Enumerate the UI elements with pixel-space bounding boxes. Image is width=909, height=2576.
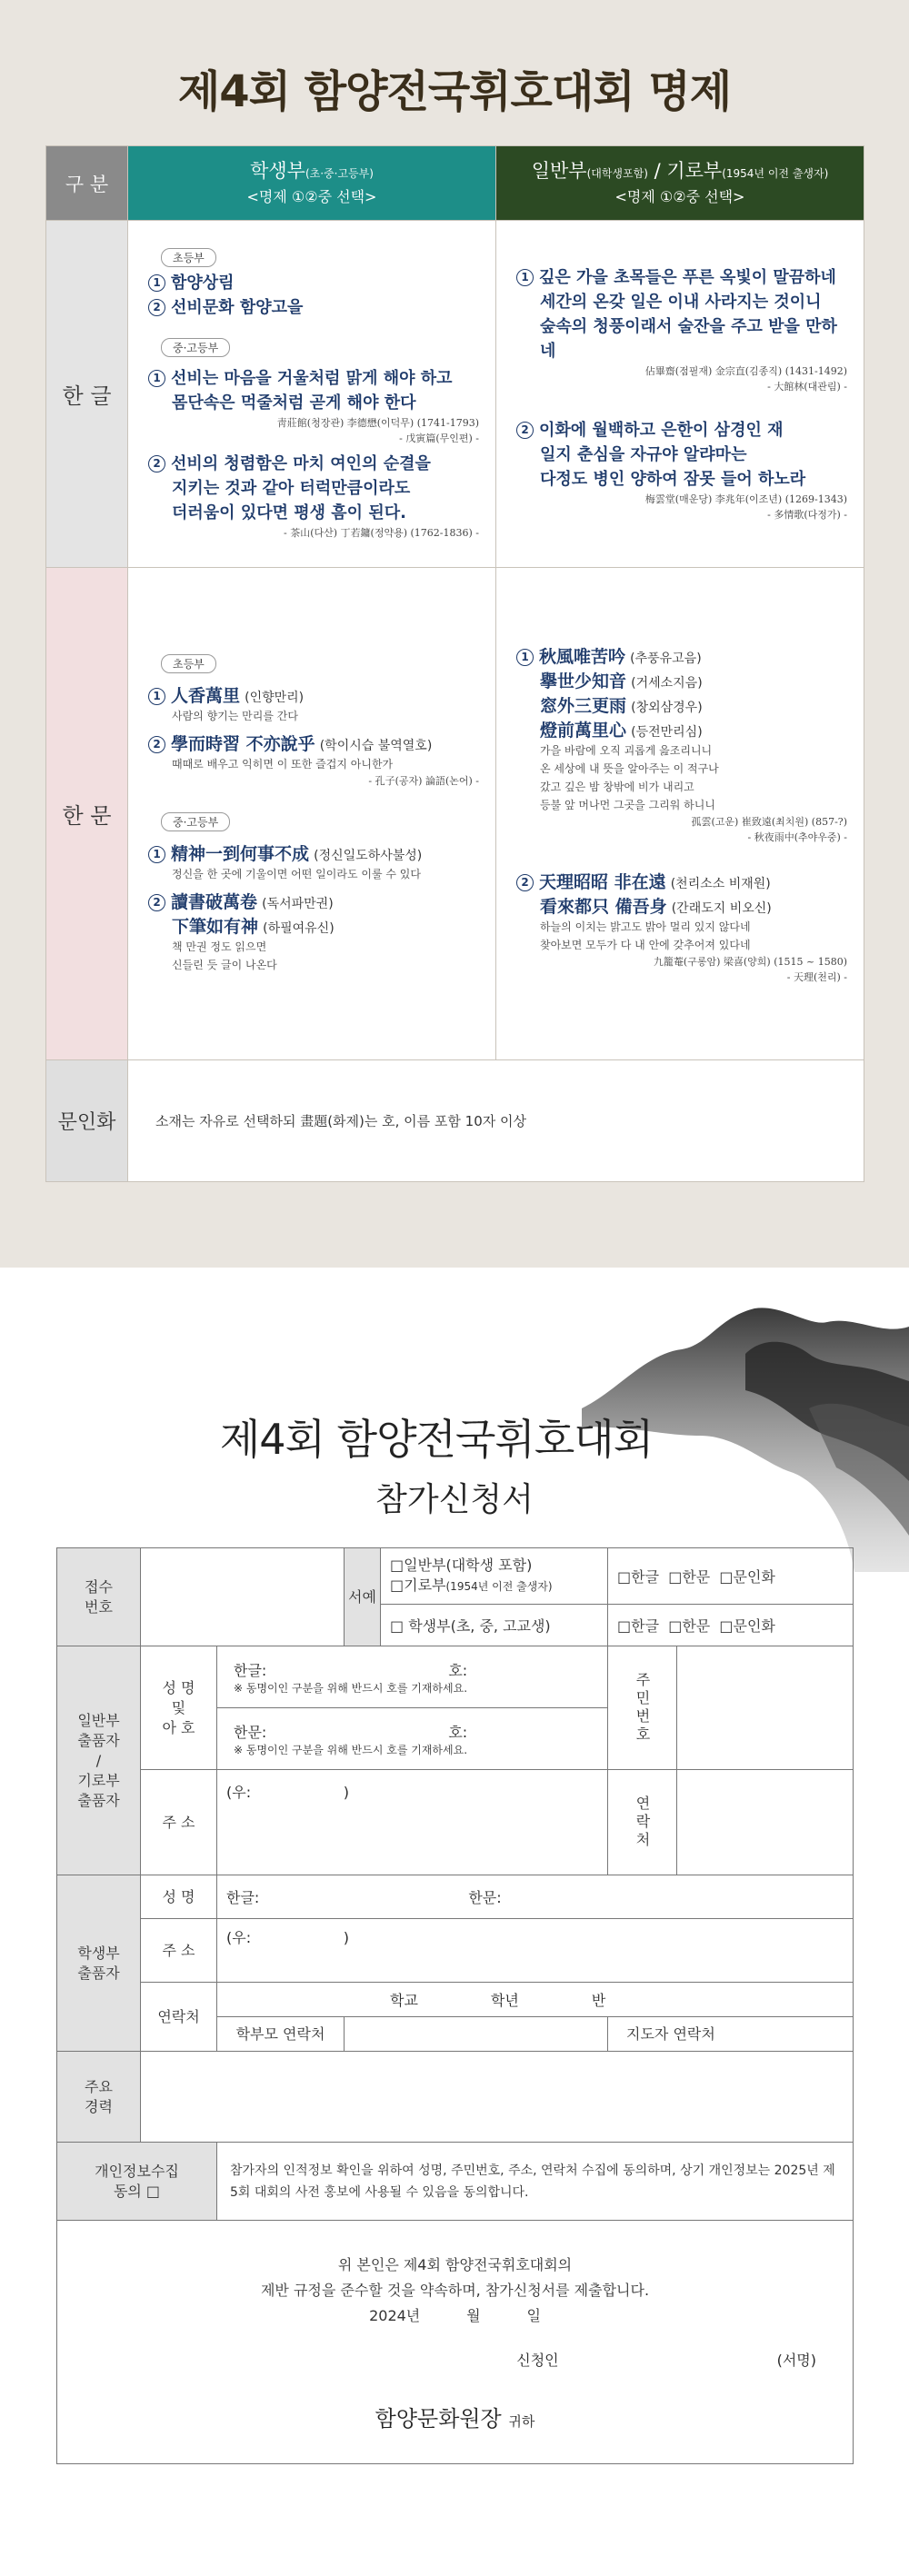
career-label: 주요 경력	[57, 2052, 141, 2143]
header-general-note: (대학생포함)	[586, 167, 648, 180]
topic-item: 1 선비는 마음을 거울처럼 맑게 해야 하고 몸단속은 먹줄처럼 곧게 해야 한다 靑莊館(청장관) 李德懋(이덕무) (1741-1793) - 戊寅篇(무인편) -	[148, 366, 479, 446]
rrn-field[interactable]	[677, 1646, 854, 1770]
topics-header-row	[46, 146, 864, 221]
category-hanmun: 한 문	[46, 568, 128, 1060]
row-hanmun	[46, 568, 864, 1060]
topic-source: - 大館林(대관림) -	[767, 381, 847, 393]
topic-source: - 戊寅篇(무인편) -	[399, 432, 479, 444]
badge-elementary: 초등부	[161, 654, 216, 673]
hangul-student-cell	[128, 221, 496, 568]
topic-source: - 多情歌(다정가) -	[767, 509, 847, 521]
topics-table	[45, 145, 864, 1182]
topic-source: 孤雲(고운) 崔致遠(최치원) (857-?)	[691, 815, 847, 828]
declaration-line-1: 위 본인은 제4회 함양전국휘호대회의	[337, 2255, 573, 2273]
field-label: 서예	[345, 1548, 381, 1646]
school-field[interactable]: 학교 학년 반	[217, 1983, 854, 2017]
applicant-label: 신청인	[516, 2351, 559, 2369]
student-entrant-label: 학생부 출품자	[57, 1875, 141, 2052]
topic-item: 1 人香萬里 (인향만리) 사람의 향기는 만리를 간다	[148, 682, 479, 725]
topic-item: 2 이화에 월백하고 은한이 삼경인 재 일지 춘심을 자규야 알랴마는 다정도 병인 양하여 잠못 들어 하노라 梅雲堂(매운당) 李兆年(이조년) (1269-1343) - 多情歌(다정가) -	[516, 418, 847, 522]
teacher-contact-label: 지도자 연락처	[608, 2017, 854, 2052]
topic-source: - 秋夜雨中(추야우중) -	[747, 830, 847, 843]
general-script-options[interactable]: □한글 □한문 □문인화	[608, 1548, 854, 1605]
student-name-label: 성 명	[141, 1875, 217, 1919]
badge-elementary: 초등부	[161, 248, 216, 267]
topic-item: 1 精神一到何事不成 (정신일도하사불성) 정신을 한 곳에 기울이면 어떤 일이라도 이룰 수 있다	[148, 840, 479, 883]
signature-field[interactable]: (서명)	[776, 2351, 817, 2369]
munin-description: 소재는 자유로 선택하되 畫題(화제)는 호, 이름 포함 10자 이상	[128, 1060, 864, 1182]
student-address-field[interactable]: (우: )	[217, 1919, 854, 1983]
form-subtitle: 참가신청서	[375, 1481, 534, 1518]
date-line: 2024년 월 일	[369, 2306, 541, 2324]
parent-contact-label: 학부모 연락처	[217, 2017, 345, 2052]
topics-title: 제4회 함양전국휘호대회 명제	[177, 66, 732, 117]
topic-item: 1 깊은 가을 초목들은 푸른 옥빛이 말끔하네 세간의 온갖 일은 이내 사라지는 것이니 숲속의 청풍이래서 술잔을 주고 받을 만하네 佔畢齋(점필재) 金宗直(김종직) (1431-1492) - 大館林(대관림) -	[516, 265, 847, 394]
topic-source: - 天理(천리) -	[786, 970, 847, 983]
checkbox-general[interactable]: □일반부(대학생 포함)	[390, 1557, 533, 1574]
hanmun-student-cell	[128, 568, 496, 1060]
adult-hangul-name-field[interactable]: 한글: 호: ※ 동명이인 구분을 위해 반드시 호를 기재하세요.	[217, 1646, 608, 1708]
row-hangul	[46, 221, 864, 568]
header-general	[496, 146, 864, 221]
privacy-consent-text: 참가자의 인적정보 확인을 위하여 성명, 주민번호, 주소, 연락처 수집에 동의하며, 상기 개인정보는 2025년 제5회 대회의 사전 홍보에 사용될 수 있음을 동의합니다.	[217, 2143, 854, 2221]
topic-source: 九籠菴(구롱암) 梁喜(양희) (1515 ~ 1580)	[653, 955, 847, 968]
declaration-line-2: 제반 규정을 준수할 것을 약속하며, 참가신청서를 제출합니다.	[260, 2281, 650, 2299]
topic-item: 1 함양상림	[148, 271, 479, 295]
header-general-sub: <명제 ①②중 선택>	[614, 188, 745, 205]
privacy-consent-checkbox[interactable]: 개인정보수집 동의 □	[57, 2143, 217, 2221]
contact-label-cell	[608, 1770, 677, 1875]
topic-source: 梅雲堂(매운당) 李兆年(이조년) (1269-1343)	[644, 493, 847, 505]
name-ho-label: 성 명 및 아 호	[141, 1646, 217, 1770]
reception-number-label: 접수 번호	[57, 1548, 141, 1646]
header-general-label: 일반부	[531, 160, 587, 182]
topic-item: 2 선비의 청렴함은 마치 여인의 순결을 지키는 것과 같아 터럭만큼이라도 더러움이 있다면 평생 흠이 된다. - 茶山(다산) 丁若鏞(정약용) (1762-1836) -	[148, 452, 479, 541]
header-student	[128, 146, 496, 221]
category-munin: 문인화	[46, 1060, 128, 1182]
declaration	[57, 2221, 854, 2464]
category-hangul: 한 글	[46, 221, 128, 568]
header-giro-label: 기로부	[666, 160, 723, 182]
header-student-note: (초·중·고등부)	[305, 167, 374, 180]
rrn-label: 주민번호	[634, 1671, 651, 1745]
hanmun-general-cell	[496, 568, 864, 1060]
application-form	[56, 1547, 854, 2464]
header-student-label: 학생부	[250, 160, 305, 182]
address-label: 주 소	[141, 1770, 217, 1875]
rrn-label-cell	[608, 1646, 677, 1770]
addressee: 함양문화원장 귀하	[375, 2405, 535, 2432]
topic-item: 1 秋風唯苦吟 (추풍유고음) 擧世少知音 (거세소지음) 窓外三更雨 (창외삼경우) 燈前萬里心 (등전만리심) 가을 바람에 오직 괴롭게 읊조리니니 온 세상에 내 뜻을 알아주는 이 적구나 갔고 깊은 밤 창밖에 비가 내리고 등불 앞 머나먼 그곳을 그리워 하니니 孤雲(고운) 崔致遠(최치원) (857-?) - 秋夜雨中(추야우중) -	[516, 643, 847, 845]
topic-item: 2 學而時習 不亦說乎 (학이시습 불역열호) 때때로 배우고 익히면 이 또한 즐겁지 아니한가 - 孔子(공자) 論語(논어) -	[148, 731, 479, 789]
header-student-sub: <명제 ①②중 선택>	[246, 188, 377, 205]
adult-contact-field[interactable]	[677, 1770, 854, 1875]
general-giro-options[interactable]	[381, 1548, 608, 1605]
topic-item: 2 讀書破萬卷 (독서파만권) 下筆如有神 (하필여유신) 책 만권 정도 읽으면 신들린 듯 글이 나온다	[148, 889, 479, 974]
topics-section	[0, 0, 909, 1268]
checkbox-student[interactable]: □ 학생부(초, 중, 고교생)	[381, 1605, 608, 1646]
header-giro-note: (1954년 이전 출생자)	[722, 167, 829, 180]
adult-address-field[interactable]: (우: )	[217, 1770, 608, 1875]
contact-label-vertical: 연락처	[634, 1795, 651, 1850]
topic-source: 佔畢齋(점필재) 金宗直(김종직) (1431-1492)	[644, 365, 847, 377]
adult-entrant-label: 일반부 출품자 / 기로부 출품자	[57, 1646, 141, 1875]
row-munin	[46, 1060, 864, 1182]
form-title: 제4회 함양전국휘호대회	[219, 1415, 654, 1464]
reception-number-value[interactable]	[141, 1548, 345, 1646]
student-script-options[interactable]: □한글 □한문 □문인화	[608, 1605, 854, 1646]
topic-source: 靑莊館(청장관) 李德懋(이덕무) (1741-1793)	[276, 416, 479, 429]
checkbox-giro[interactable]: □기로부(1954년 이전 출생자)	[390, 1576, 553, 1594]
badge-middle-high: 중·고등부	[161, 338, 230, 357]
student-contact-label: 연락처	[141, 1983, 217, 2052]
adult-hanmun-name-field[interactable]: 한문: 호: ※ 동명이인 구분을 위해 반드시 호를 기재하세요.	[217, 1708, 608, 1770]
parent-contact-field[interactable]	[345, 2017, 608, 2052]
topic-source: - 孔子(공자) 論語(논어) -	[368, 774, 479, 787]
topic-item: 2 天理昭昭 非在遠 (천리소소 비재원) 看來都只 備吾身 (간래도지 비오신) 하늘의 이치는 밝고도 밝아 멀리 있지 않다네 찾아보면 모두가 다 내 안에 갖추어져 있다네 九籠菴(구롱암) 梁喜(양희) (1515 ~ 1580) - 天理(천리) -	[516, 869, 847, 985]
header-category: 구 분	[46, 146, 128, 221]
student-address-label: 주 소	[141, 1919, 217, 1983]
header-sep: /	[647, 160, 667, 182]
topic-source: - 茶山(다산) 丁若鏞(정약용) (1762-1836) -	[283, 526, 479, 539]
badge-middle-high: 중·고등부	[161, 812, 230, 831]
career-field[interactable]	[141, 2052, 854, 2143]
topic-item: 2 선비문화 함양고을	[148, 295, 479, 320]
hangul-general-cell	[496, 221, 864, 568]
student-name-field[interactable]: 한글: 한문:	[217, 1875, 854, 1919]
